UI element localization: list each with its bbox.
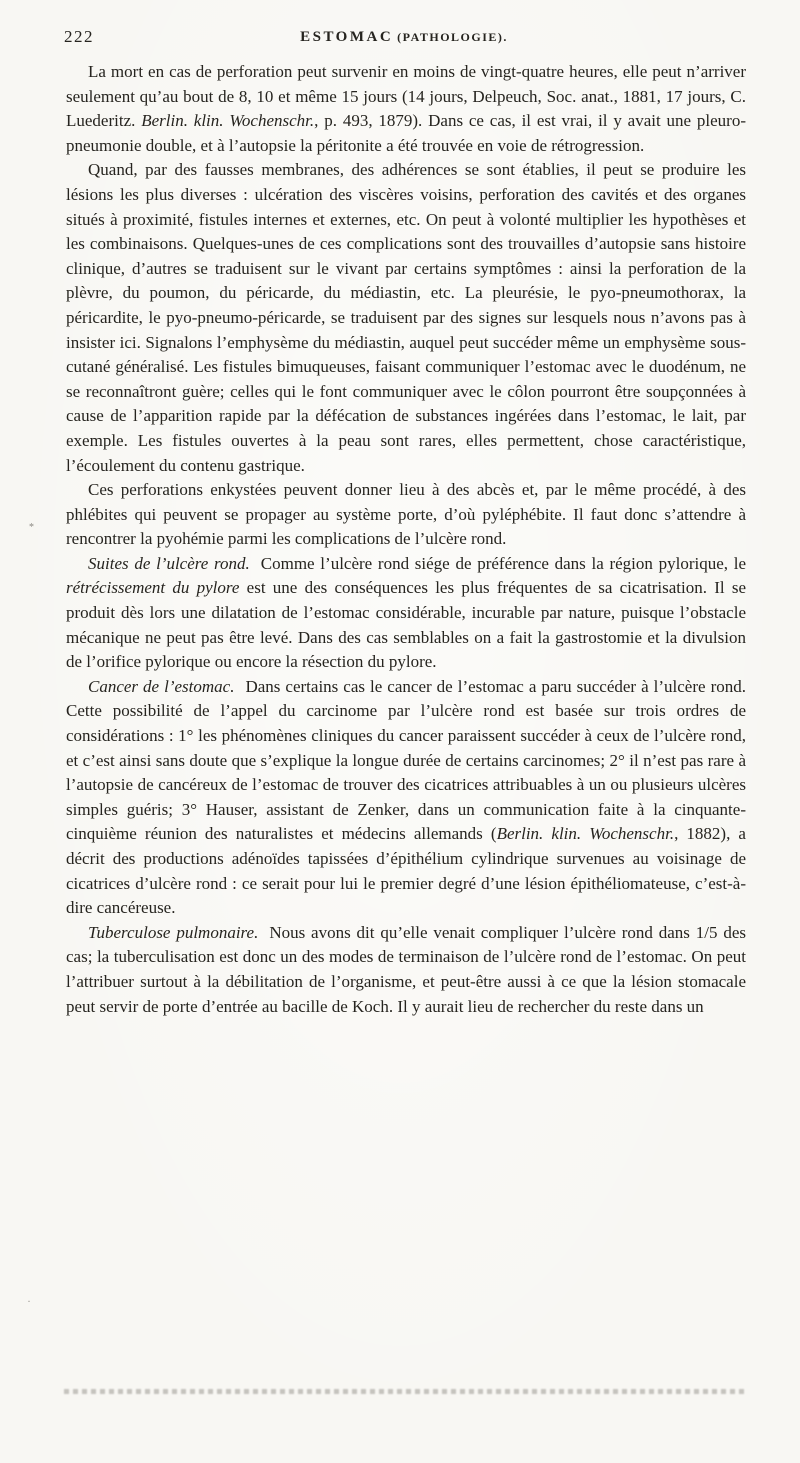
running-title-sub: (PATHOLOGIE). (397, 30, 508, 44)
running-title-main: ESTOMAC (300, 29, 394, 45)
text-run: , 1882), a décrit des productions adénoïdes tapissées d’épithélium cylindrique survenues au voisinage de cicatrices d’ulcère rond : ce serait pour lui le premier degré d’une lésion épithéliomateuse, c’est-à-dire cancéreuse. (66, 824, 746, 918)
scan-speck-dot: · (27, 1294, 31, 1308)
text-run: , p. 493, 1879). Dans ce cas, il est vrai, il y avait une pleuro-pneumonie double, et à l’autopsie la péritonite a été trouvée en voie de rétrogression. (66, 111, 746, 155)
section-heading: Cancer de l’estomac. (88, 676, 235, 696)
text-run: Quand, par des fausses membranes, des adhérences se sont établies, il peut se produire les lésions les plus diverses : ulcération des viscères voisins, perforation des cavités et des organes situés à proximité, fistules internes et externes, etc. On peut à volonté multiplier les hypothèses et les combinaisons. Quelques-unes de ces complications sont des trouvailles d’autopsie sans histoire clinique, d’autres se traduisent sur le vivant par certains symptômes : ainsi la perforation de la plèvre, du poumon, du péricarde, du médiastin, etc. La pleurésie, le pyo-pneumothorax, la péricardite, le pyo-pneumo-péricarde, se traduisent par des signes sur lesquels nous n’avons pas à insister ici. Signalons l’emphysème du médiastin, auquel peut succéder même un emphysème sous-cutané généralisé. Les fistules bimuqueuses, faisant communiquer l’estomac avec le duodénum, ne se reconnaîtront guère; celles qui le font communiquer avec le côlon pourront être soupçonnées à cause de l’apparition rapide par la défécation de substances ingérées dans l’estomac, le lait, par exemple. Les fistules ouvertes à la peau sont rares, elles permettent, chose caractéristique, l’écoulement du contenu gastrique. (66, 160, 746, 475)
text-run: La mort en cas de perforation peut survenir en moins de vingt-quatre heures, elle peut n’arriver seulement qu’au bout de 8, 10 et même 15 jours (14 jours, Delpeuch, Soc. anat., 1881, 17 jours, C. Luederitz. (66, 62, 746, 131)
text-run: Dans certains cas le cancer de l’estomac a paru succéder à l’ulcère rond. Cette possibilité de l’appel du carcinome par l’ulcère rond est basée sur trois ordres de considérations : 1° les phénomènes cliniques du cancer paraissent succéder à ceux de l’ulcère rond, et c’est ainsi sans doute que s’explique la longue durée de certains carcinomes; 2° il n’est pas rare à l’autopsie de cancéreux de l’estomac de trouver des cicatrices attribuables à un ou plusieurs ulcères simples guéris; 3° Hauser, assistant de Zenker, dans un communication faite à la cinquante-cinquième réunion des naturalistes et médecins allemands ( (66, 676, 746, 844)
page-header (64, 26, 744, 50)
page-body (66, 60, 746, 1019)
text-run: Comme l’ulcère rond siége de préférence dans la région pylorique, le (260, 553, 746, 573)
paragraph-adherences (66, 158, 746, 478)
running-title (64, 28, 744, 46)
text-run: Ces perforations enkystées peuvent donner lieu à des abcès et, par le même procédé, à des phlébites qui peuvent se propager au système porte, d’où pyléphébite. Il faut donc s’attendre à rencontrer la pyohémie parmi les complications de l’ulcère rond. (66, 480, 746, 549)
text-run: Nous avons dit qu’elle venait compliquer l’ulcère rond dans 1/5 des cas; la tuberculisation est donc un des modes de terminaison de l’ulcère rond de l’estomac. On peut l’attribuer surtout à la débilitation de l’organisme, et peut-être aussi à ce que la lésion stomacale peut servir de porte d’entrée au bacille de Koch. Il y aurait lieu de rechercher du reste dans un (66, 922, 746, 1016)
emphasized-term: rétrécissement du pylore (66, 578, 240, 598)
section-heading: Tuberculose pulmonaire. (88, 922, 259, 942)
page-number: 222 (64, 27, 94, 46)
journal-citation: Berlin. klin. Wochenschr. (496, 824, 675, 844)
paragraph-suites-ulcere (66, 552, 746, 675)
paragraph-perforations (66, 478, 746, 552)
text-run: est une des conséquences les plus fréquentes de sa cicatrisation. Il se produit dès lors une dilatation de l’estomac considérable, incurable par nature, puisque l’obstacle mécanique ne peut pas être levé. Dans des cas semblables on a fait la gastrostomie et la divulsion de l’orifice pylorique ou encore la résection du pylore. (66, 578, 746, 672)
scan-speck-mark: * (29, 522, 34, 533)
section-heading: Suites de l’ulcère rond. (88, 553, 250, 573)
paragraph-tuberculose (66, 921, 746, 1019)
paragraph-mortality (66, 60, 746, 158)
paragraph-cancer (66, 675, 746, 921)
journal-citation: Berlin. klin. Wochenschr. (141, 111, 315, 131)
faded-print-artifact (64, 1389, 744, 1394)
